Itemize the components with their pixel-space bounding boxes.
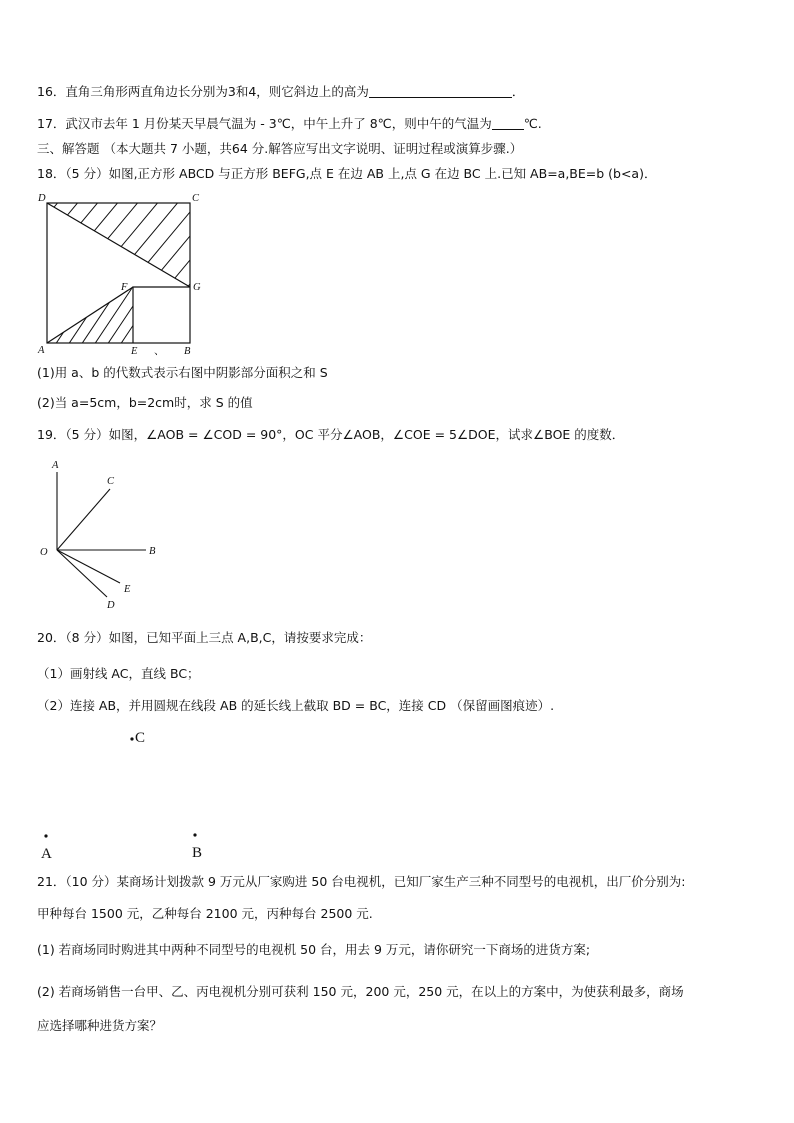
q18-square-figure xyxy=(30,188,210,360)
point-label: A xyxy=(41,846,52,862)
point-label: O xyxy=(40,547,48,558)
question-19-stem: 19．（5 分）如图，∠AOB = ∠COD = 90°，OC 平分∠AOB，∠COE = 5∠DOE，试求∠BOE 的度数． xyxy=(37,427,625,442)
point-label: C xyxy=(192,193,200,204)
question-21-part-2-continued: 应选择哪种进货方案？ xyxy=(37,1018,163,1033)
question-16-text: 16．直角三角形两直角边长分别为3和4，则它斜边上的高为 xyxy=(37,84,369,99)
question-21-part-2: (2) 若商场销售一台甲、乙、丙电视机分别可获利 150 元，200 元，250 元，在以上的方案中，为使获利最多，商场 xyxy=(37,984,684,999)
answer-blank[interactable] xyxy=(369,85,512,98)
point-label: C xyxy=(107,476,115,487)
question-21-stem-line-2: 甲种每台 1500 元，乙种每台 2100 元，丙种每台 2500 元. xyxy=(37,906,373,921)
question-18-part-2: (2)当 a=5cm，b=2cm时，求 S 的值 xyxy=(37,395,253,410)
point-label: F xyxy=(121,282,128,293)
q20-points-figure xyxy=(35,722,235,867)
point-label: D xyxy=(107,600,115,611)
stray-mark: 、 xyxy=(154,346,165,357)
question-18-part-1: (1)用 a、b 的代数式表示右图中阴影部分面积之和 S xyxy=(37,365,328,380)
point-label: A xyxy=(38,345,45,356)
point-label: B xyxy=(192,845,203,861)
question-20-part-2: （2）连接 AB，并用圆规在线段 AB 的延长线上截取 BD = BC，连接 CD （保留画图痕迹）. xyxy=(37,698,555,713)
point-label: B xyxy=(149,546,156,557)
point-label: G xyxy=(193,282,201,293)
point-label: A xyxy=(52,460,59,471)
point-label: B xyxy=(184,346,191,357)
point-label: C xyxy=(135,730,146,746)
question-16: 16．直角三角形两直角边长分别为3和4，则它斜边上的高为 ． xyxy=(37,84,525,99)
question-17: 17．武汉市去年 1 月份某天早晨气温为 - 3℃，中午上升了 8℃，则中午的气温为 ℃. xyxy=(37,116,542,131)
question-17-text: 17．武汉市去年 1 月份某天早晨气温为 - 3℃，中午上升了 8℃，则中午的气温为 xyxy=(37,116,492,131)
question-21-part-1: (1) 若商场同时购进其中两种不同型号的电视机 50 台，用去 9 万元，请你研究一下商场的进货方案; xyxy=(37,942,591,957)
question-21-stem-line-1: 21．（10 分）某商场计划拨款 9 万元从厂家购进 50 台电视机，已知厂家生产三种不同型号的电视机，出厂价分别为: xyxy=(37,874,686,889)
question-18-stem: 18．（5 分）如图,正方形 ABCD 与正方形 BEFG,点 E 在边 AB 上,点 G 在边 BC 上.已知 AB=a,BE=b (b<a)． xyxy=(37,166,657,181)
question-20-part-1: （1）画射线 AC，直线 BC； xyxy=(37,666,200,681)
answer-blank[interactable] xyxy=(492,117,524,130)
question-20-stem: 20．（8 分）如图，已知平面上三点 A,B,C，请按要求完成： xyxy=(37,630,372,645)
point-label: D xyxy=(38,193,46,204)
point-label: E xyxy=(124,584,131,595)
q19-angle-figure xyxy=(35,452,165,612)
section-heading: 三、解答题 （本大题共 7 小题，共64 分.解答应写出文字说明、证明过程或演算步骤.） xyxy=(37,141,523,156)
point-label: E xyxy=(131,346,138,357)
